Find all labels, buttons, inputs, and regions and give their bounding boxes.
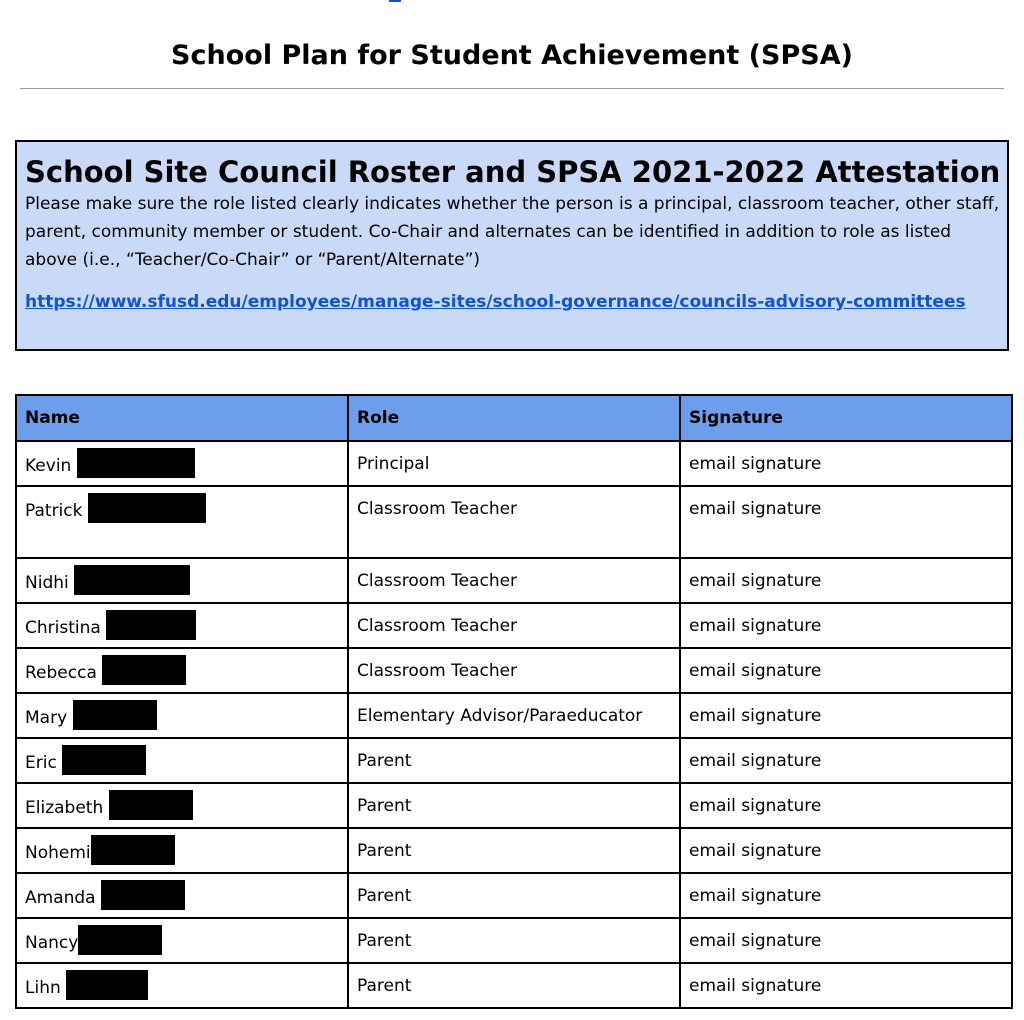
councils-committees-link[interactable]: https://www.sfusd.edu/employees/manage-sites/school-governance/councils-advisory-committees — [25, 292, 966, 312]
member-signature: email signature — [680, 738, 1012, 783]
member-name-cell — [16, 486, 348, 558]
member-signature: email signature — [680, 918, 1012, 963]
table-row — [16, 918, 1012, 963]
table-row — [16, 486, 1012, 558]
member-name-cell — [16, 918, 348, 963]
redacted-surname — [66, 970, 148, 1000]
member-signature: email signature — [680, 828, 1012, 873]
table-header-row — [16, 395, 1012, 441]
document-title: School Plan for Student Achievement (SPSA) — [171, 40, 853, 72]
member-first-name: Patrick — [25, 501, 83, 521]
member-signature: email signature — [680, 963, 1012, 1008]
member-first-name: Kevin — [25, 456, 72, 476]
member-role: Elementary Advisor/Paraeducator — [348, 693, 680, 738]
redacted-surname — [74, 565, 190, 595]
attestation-info-box — [15, 140, 1009, 351]
table-row — [16, 738, 1012, 783]
member-role: Classroom Teacher — [348, 486, 680, 558]
title-divider — [20, 88, 1004, 89]
member-first-name: Nohemi — [25, 843, 91, 863]
member-role: Classroom Teacher — [348, 558, 680, 603]
member-name-cell — [16, 558, 348, 603]
member-signature: email signature — [680, 441, 1012, 486]
redacted-surname — [78, 925, 162, 955]
member-role: Parent — [348, 828, 680, 873]
table-row — [16, 441, 1012, 486]
member-name-cell — [16, 963, 348, 1008]
member-role: Parent — [348, 738, 680, 783]
member-role: Parent — [348, 918, 680, 963]
column-header-name: Name — [16, 395, 348, 441]
top-edge-mark — [389, 0, 401, 2]
member-first-name: Lihn — [25, 978, 61, 998]
redacted-surname — [62, 745, 146, 775]
member-role: Principal — [348, 441, 680, 486]
member-name-cell — [16, 693, 348, 738]
column-header-signature: Signature — [680, 395, 1012, 441]
member-first-name: Nancy — [25, 933, 79, 953]
member-first-name: Nidhi — [25, 573, 69, 593]
member-first-name: Rebecca — [25, 663, 97, 683]
member-name-cell — [16, 828, 348, 873]
member-role: Parent — [348, 873, 680, 918]
table-row — [16, 873, 1012, 918]
member-first-name: Mary — [25, 708, 68, 728]
redacted-surname — [101, 880, 185, 910]
member-signature: email signature — [680, 648, 1012, 693]
member-name-cell — [16, 648, 348, 693]
member-signature: email signature — [680, 693, 1012, 738]
member-first-name: Eric — [25, 753, 57, 773]
member-name-cell — [16, 873, 348, 918]
member-first-name: Amanda — [25, 888, 96, 908]
redacted-surname — [73, 700, 157, 730]
table-row — [16, 963, 1012, 1008]
member-signature: email signature — [680, 783, 1012, 828]
member-role: Classroom Teacher — [348, 648, 680, 693]
redacted-surname — [88, 493, 206, 523]
table-row — [16, 558, 1012, 603]
redacted-surname — [109, 790, 193, 820]
member-name-cell — [16, 783, 348, 828]
member-signature: email signature — [680, 486, 1012, 558]
member-name-cell — [16, 441, 348, 486]
info-box-instructions: Please make sure the role listed clearly indicates whether the person is a principal, classroom teacher, other staff, parent, community member or student. Co-Chair and alternates can be identified in addition to role as listed above (i.e., “Teacher/Co-Chair” or “Parent/Alternate”) — [25, 194, 1000, 270]
redacted-surname — [102, 655, 186, 685]
member-role: Classroom Teacher — [348, 603, 680, 648]
column-header-role: Role — [348, 395, 680, 441]
member-name-cell — [16, 738, 348, 783]
member-role: Parent — [348, 783, 680, 828]
table-row — [16, 693, 1012, 738]
member-signature: email signature — [680, 603, 1012, 648]
table-row — [16, 648, 1012, 693]
table-row — [16, 828, 1012, 873]
table-row — [16, 783, 1012, 828]
council-roster-table — [15, 394, 1013, 1009]
redacted-surname — [77, 448, 195, 478]
member-first-name: Elizabeth — [25, 798, 104, 818]
table-row — [16, 603, 1012, 648]
redacted-surname — [91, 835, 175, 865]
info-box-heading: School Site Council Roster and SPSA 2021-2022 Attestation — [25, 155, 1001, 189]
redacted-surname — [106, 610, 196, 640]
member-role: Parent — [348, 963, 680, 1008]
member-name-cell — [16, 603, 348, 648]
member-signature: email signature — [680, 873, 1012, 918]
member-signature: email signature — [680, 558, 1012, 603]
member-first-name: Christina — [25, 618, 101, 638]
